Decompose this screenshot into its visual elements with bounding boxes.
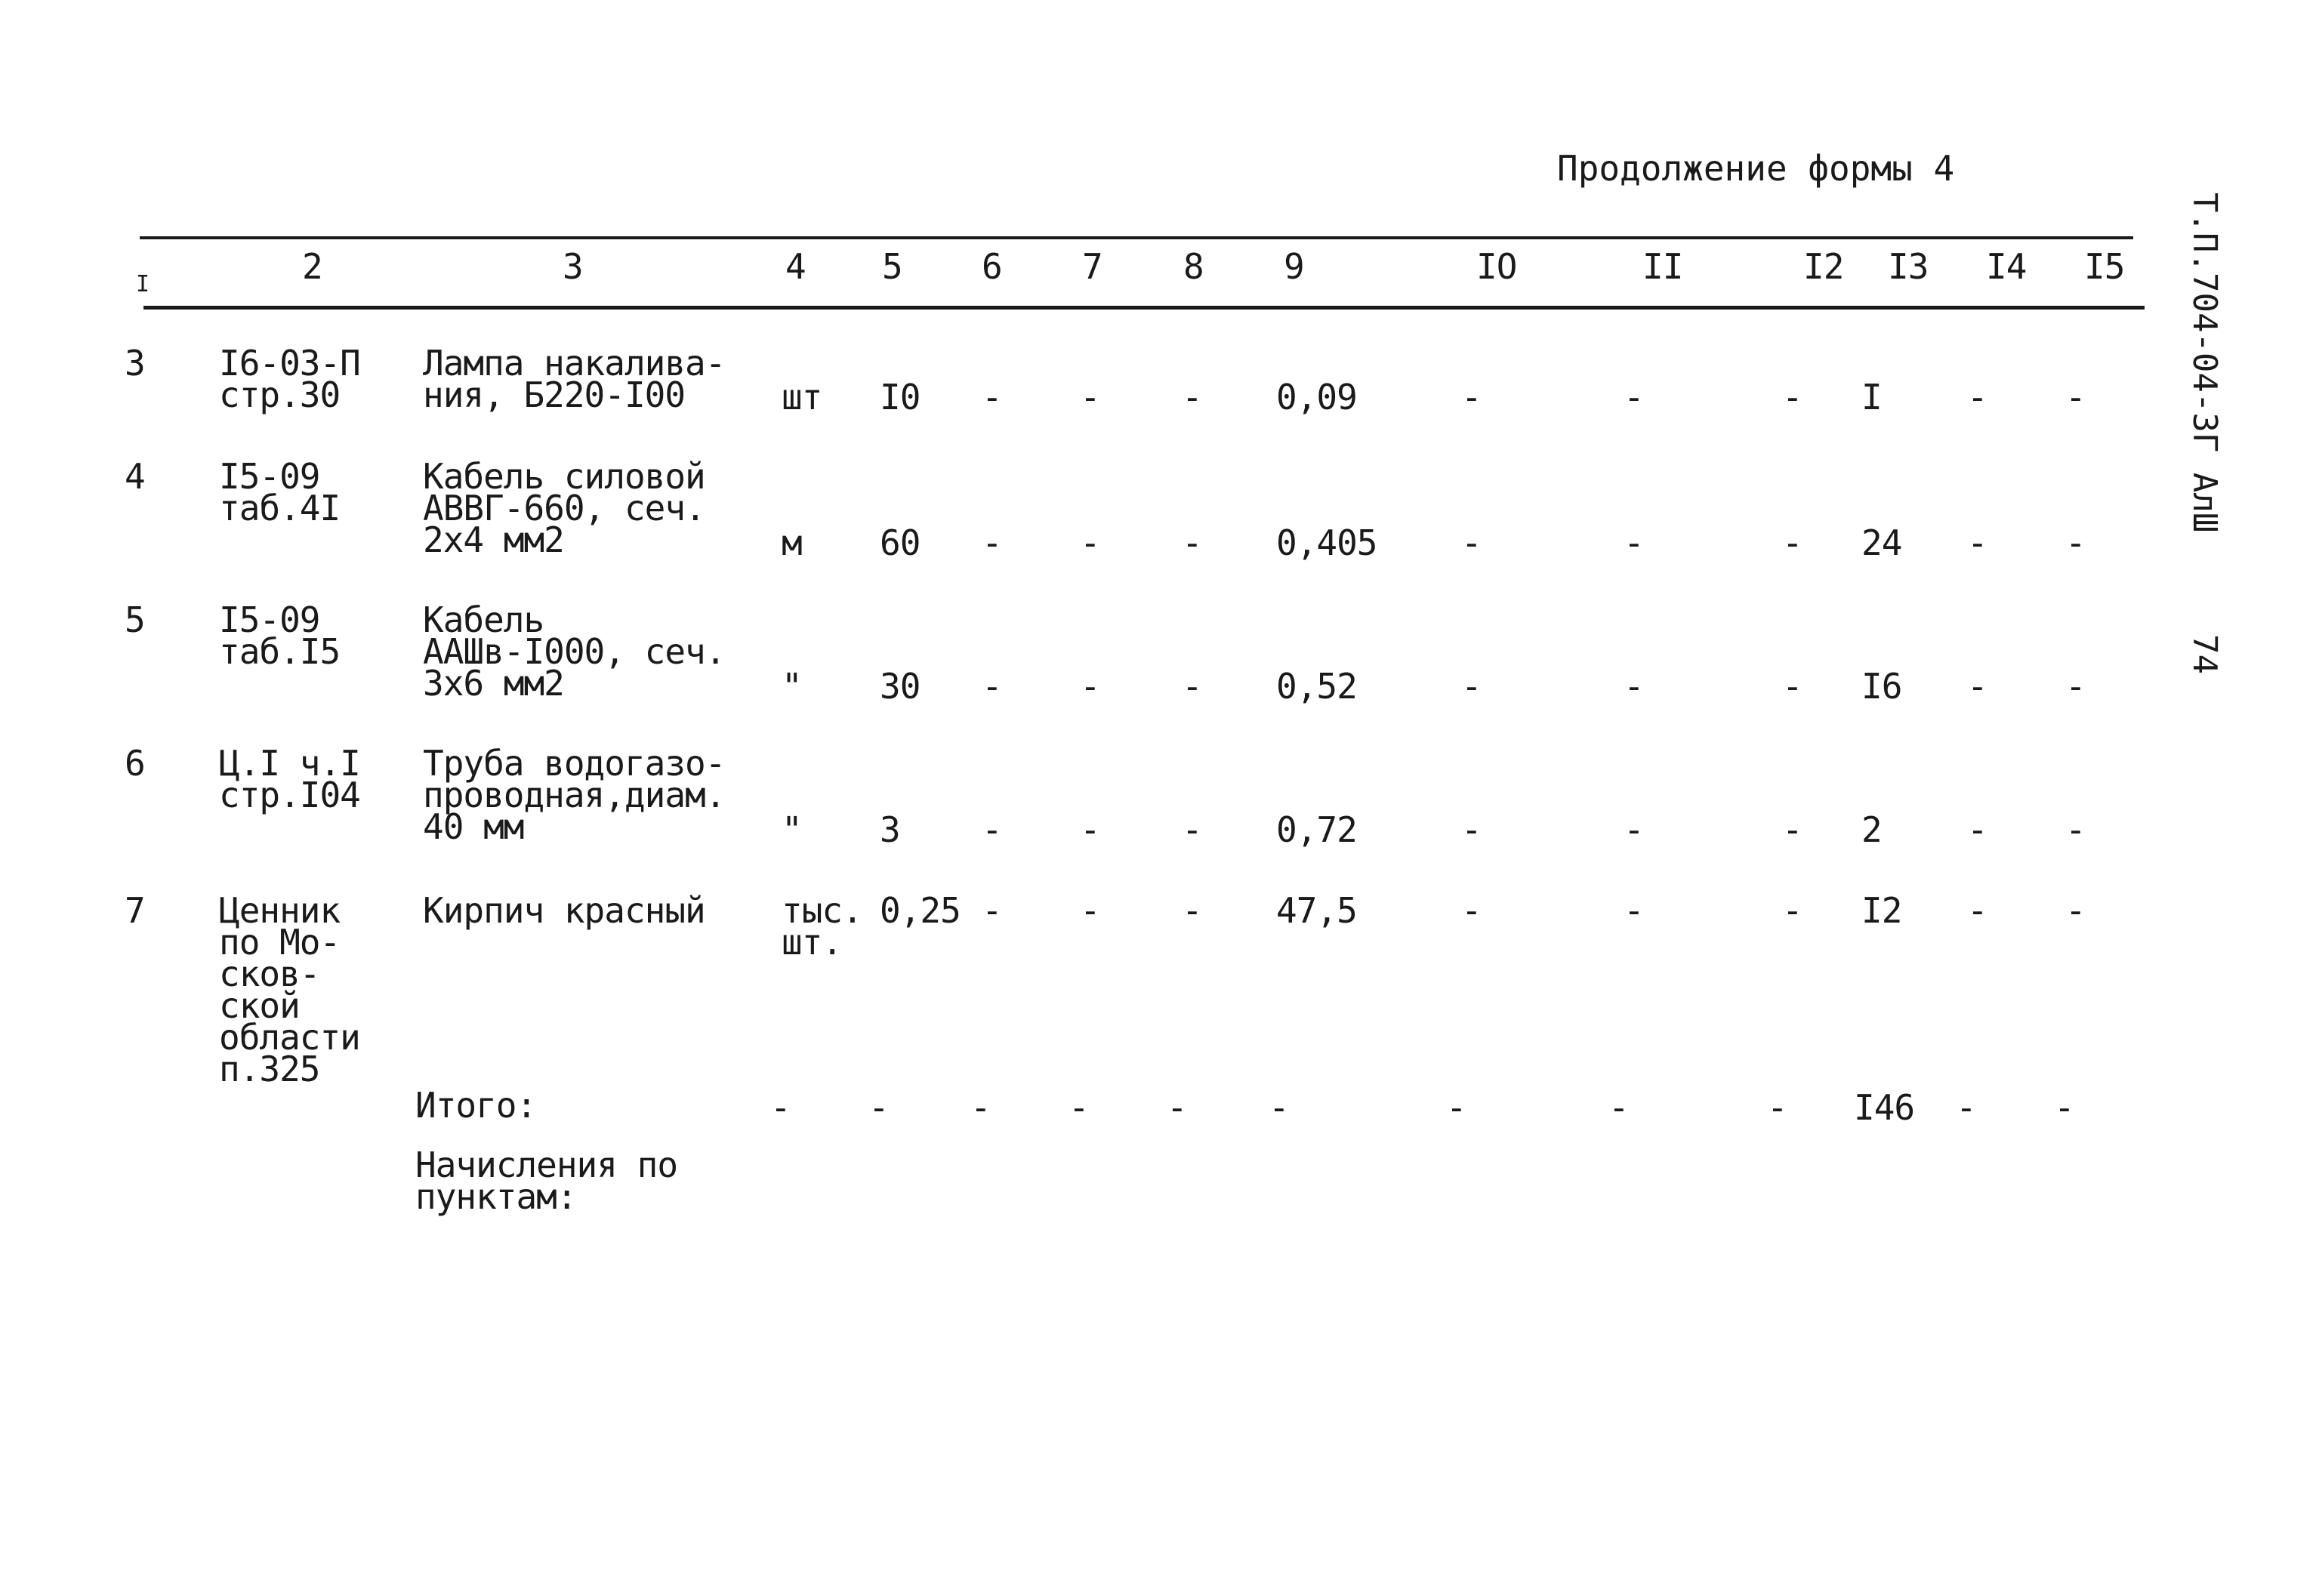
row-cell-c13: 24 [1861, 522, 1902, 563]
row-cell-c9: 0,405 [1276, 522, 1377, 563]
row-cell-c7: - [1080, 666, 1100, 707]
document-code: Т.П.704-04-3Г АлШ [2185, 193, 2224, 533]
row-unit: шт [782, 377, 822, 417]
row-cell-c14: - [1967, 809, 1987, 850]
row-cell-c8: - [1182, 522, 1202, 563]
row-cell-c12: - [1782, 666, 1802, 707]
row-cell-c11: - [1624, 377, 1644, 417]
total-cell-c4: - [770, 1087, 791, 1128]
column-header: I4 [1986, 246, 2027, 287]
row-cell-c6: - [982, 890, 1002, 931]
row-cell-c12: - [1782, 809, 1802, 850]
row-unit: тыс. шт. [782, 890, 862, 963]
total-cell-c13: I46 [1854, 1087, 1915, 1128]
row-cell-c9: 0,52 [1276, 666, 1357, 707]
row-cell-c15: - [2065, 522, 2086, 563]
row-cell-c6: - [982, 666, 1002, 707]
row-cell-c8: - [1182, 666, 1202, 707]
row-cell-c15: - [2065, 890, 2086, 931]
row-quantity: 3 [880, 809, 900, 850]
row-cell-c13: I [1861, 377, 1882, 417]
row-cell-c9: 0,09 [1276, 377, 1357, 417]
row-cell-c12: - [1782, 377, 1802, 417]
row-cell-c14: - [1967, 666, 1987, 707]
row-cell-c6: - [982, 522, 1002, 563]
row-cell-c10: - [1461, 666, 1482, 707]
row-cell-c6: - [982, 377, 1002, 417]
total-cell-c7: - [1069, 1087, 1089, 1128]
total-cell-c11: - [1608, 1087, 1629, 1128]
table-top-rule [140, 236, 2133, 239]
column-header: I3 [1888, 246, 1929, 287]
row-cell-c8: - [1182, 377, 1202, 417]
total-cell-c8: - [1167, 1087, 1187, 1128]
row-cell-c11: - [1624, 809, 1644, 850]
column-header: 5 [882, 246, 902, 287]
row-cell-c10: - [1461, 522, 1482, 563]
total-cell-c12: - [1767, 1087, 1787, 1128]
column-header: 9 [1284, 246, 1304, 287]
total-cell-c10: - [1446, 1087, 1466, 1128]
total-label: Итого: [415, 1085, 537, 1126]
row-name: Труба водогазо- проводная,диам. 40 мм [423, 743, 726, 847]
table-header-rule [143, 306, 2145, 310]
row-code: Ц.I ч.I стр.I04 [219, 743, 360, 815]
row-cell-c9: 47,5 [1276, 890, 1357, 931]
row-cell-c14: - [1967, 890, 1987, 931]
row-code: I5-09 таб.4I [219, 456, 341, 528]
row-cell-c11: - [1624, 522, 1644, 563]
row-cell-c8: - [1182, 809, 1202, 850]
total-cell-c14: - [1956, 1087, 1976, 1128]
column-header: I2 [1803, 246, 1844, 287]
row-quantity: 30 [880, 666, 921, 707]
column-header: 3 [563, 246, 583, 287]
row-name: Лампа накалива- ния, Б220-I00 [423, 343, 726, 415]
column-header: I [136, 271, 150, 297]
row-number: 4 [125, 456, 145, 497]
row-quantity: 60 [880, 522, 921, 563]
row-number: 5 [125, 599, 145, 640]
row-quantity: 0,25 [880, 890, 961, 931]
accruals-label: Начисления по пунктам: [415, 1145, 678, 1217]
row-cell-c10: - [1461, 377, 1482, 417]
total-cell-c9: - [1269, 1087, 1289, 1128]
row-cell-c13: I6 [1861, 666, 1902, 707]
column-header: 6 [982, 246, 1002, 287]
row-cell-c15: - [2065, 666, 2086, 707]
total-cell-c6: - [970, 1087, 991, 1128]
row-cell-c11: - [1624, 666, 1644, 707]
row-cell-c12: - [1782, 890, 1802, 931]
column-header: 8 [1183, 246, 1204, 287]
row-quantity: I0 [880, 377, 921, 417]
row-cell-c12: - [1782, 522, 1802, 563]
row-code: Ценник по Мо- сков- ской области п.325 [219, 890, 360, 1089]
row-cell-c14: - [1967, 377, 1987, 417]
row-name: Кабель ААШв-I000, сеч. 3х6 мм2 [423, 599, 726, 704]
row-cell-c15: - [2065, 377, 2086, 417]
row-cell-c14: - [1967, 522, 1987, 563]
row-cell-c7: - [1080, 377, 1100, 417]
row-name: Кирпич красный [423, 890, 705, 931]
column-header: 2 [302, 246, 322, 287]
row-cell-c13: I2 [1861, 890, 1902, 931]
row-code: I6-03-П стр.30 [219, 343, 360, 415]
row-name: Кабель силовой АВВГ-660, сеч. 2х4 мм2 [423, 456, 705, 560]
row-number: 6 [125, 743, 145, 784]
row-cell-c7: - [1080, 809, 1100, 850]
row-number: 3 [125, 343, 145, 384]
row-cell-c9: 0,72 [1276, 809, 1357, 850]
row-code: I5-09 таб.I5 [219, 599, 341, 672]
page-heading: Продолжение формы 4 [1557, 148, 1955, 189]
row-cell-c8: - [1182, 890, 1202, 931]
row-unit: " [782, 809, 802, 850]
row-cell-c6: - [982, 809, 1002, 850]
row-cell-c10: - [1461, 809, 1482, 850]
row-cell-c11: - [1624, 890, 1644, 931]
row-cell-c7: - [1080, 890, 1100, 931]
column-header: I5 [2084, 246, 2125, 287]
row-unit: " [782, 666, 802, 707]
row-unit: м [782, 522, 802, 563]
column-header: IO [1476, 246, 1517, 287]
row-cell-c13: 2 [1861, 809, 1882, 850]
column-header: 7 [1082, 246, 1102, 287]
row-cell-c7: - [1080, 522, 1100, 563]
total-cell-c15: - [2054, 1087, 2074, 1128]
column-header: II [1642, 246, 1683, 287]
column-header: 4 [785, 246, 806, 287]
total-cell-c5: - [868, 1087, 889, 1128]
row-number: 7 [125, 890, 145, 931]
row-cell-c15: - [2065, 809, 2086, 850]
page-number: 74 [2185, 634, 2224, 674]
row-cell-c10: - [1461, 890, 1482, 931]
